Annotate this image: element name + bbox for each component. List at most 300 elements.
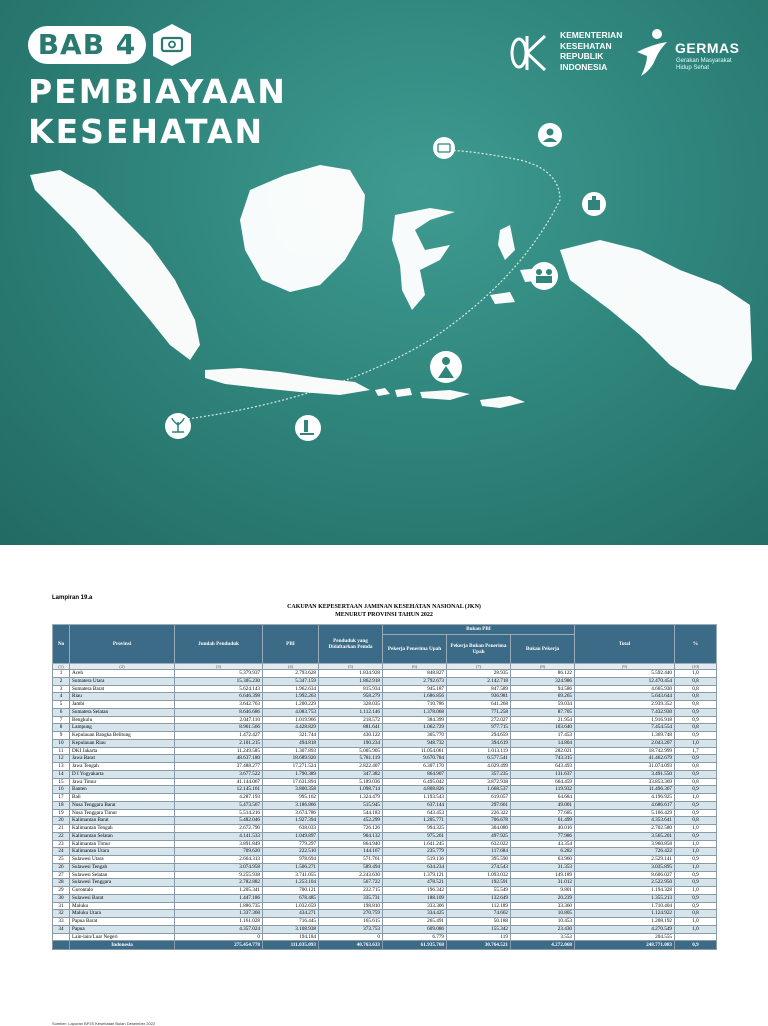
- index-cell: (3): [175, 664, 263, 670]
- row-value: 1.378.068: [383, 708, 447, 716]
- hospital-icon: [582, 192, 606, 216]
- row-value: 779.297: [263, 840, 319, 848]
- table-row: [53, 701, 717, 709]
- province-name: Kepulauan Riau: [70, 739, 175, 747]
- row-value: 716.445: [263, 918, 319, 926]
- row-value: 17.271.524: [263, 763, 319, 771]
- row-value: 74.662: [447, 910, 511, 918]
- row-value: 144.167: [319, 848, 383, 856]
- row-value: 0,9: [675, 716, 717, 724]
- row-number: 33: [53, 918, 70, 926]
- row-value: 334.425: [383, 910, 447, 918]
- table-row: [53, 716, 717, 724]
- money-icon: [433, 137, 455, 159]
- row-value: 643.453: [383, 809, 447, 817]
- row-value: 1.200.229: [263, 701, 319, 709]
- province-name: Riau: [70, 693, 175, 701]
- row-value: 321.744: [263, 732, 319, 740]
- col-bukan-pbi: Bukan PBI: [383, 625, 575, 635]
- row-value: 63.960: [511, 856, 575, 864]
- row-value: 0,9: [675, 786, 717, 794]
- row-value: 1.194.328: [575, 887, 675, 895]
- province-name: DKI Jakarta: [70, 747, 175, 755]
- row-number: 10: [53, 739, 70, 747]
- row-value: 2.939.352: [575, 701, 675, 709]
- index-cell: (9): [575, 664, 675, 670]
- row-value: 0: [175, 933, 263, 941]
- row-number: 12: [53, 755, 70, 763]
- row-value: 1,0: [675, 670, 717, 678]
- province-name: Jawa Tengah: [70, 763, 175, 771]
- row-value: 848.827: [383, 670, 447, 678]
- table-row: [53, 817, 717, 825]
- row-value: 2.142.718: [447, 677, 511, 685]
- province-name: Lain-lain/Luar Negeri: [70, 933, 175, 941]
- row-value: 94.586: [511, 685, 575, 693]
- row-value: 0,8: [675, 763, 717, 771]
- col-provinsi: Provinsi: [70, 625, 175, 664]
- row-value: 706.678: [447, 817, 511, 825]
- col-pbpu: Pekerja Bukan Penerima Upah: [447, 635, 511, 664]
- index-cell: (5): [319, 664, 383, 670]
- index-cell: (7): [447, 664, 511, 670]
- row-value: 0,8: [675, 817, 717, 825]
- row-value: 4.029.499: [447, 763, 511, 771]
- row-value: 20.239: [511, 894, 575, 902]
- row-value: 297.661: [447, 801, 511, 809]
- row-value: 975.261: [383, 832, 447, 840]
- row-value: 0,9: [675, 832, 717, 840]
- row-value: 15.305.230: [175, 677, 263, 685]
- row-value: 3.741.055: [263, 871, 319, 879]
- table-row: [53, 786, 717, 794]
- row-value: 132.649: [447, 894, 511, 902]
- row-value: 6.577.541: [447, 755, 511, 763]
- row-value: 226.322: [447, 809, 511, 817]
- row-value: 59.034: [511, 701, 575, 709]
- total-label: Indonesia: [70, 941, 175, 950]
- row-value: 609.086: [383, 925, 447, 933]
- row-value: 18.689.920: [263, 755, 319, 763]
- row-value: 5.592.440: [575, 670, 675, 678]
- row-value: 936.981: [447, 693, 511, 701]
- row-value: 1.062.729: [383, 724, 447, 732]
- row-value: 304.080: [447, 825, 511, 833]
- row-value: 567.722: [319, 879, 383, 887]
- row-value: 4.353.641: [575, 817, 675, 825]
- health-insurance-icon: [150, 22, 194, 68]
- table-body: [53, 664, 717, 950]
- row-value: 4.808.826: [383, 786, 447, 794]
- row-value: 55.549: [447, 887, 511, 895]
- row-value: 5.005.905: [319, 747, 383, 755]
- chapter-title-line1: PEMBIAYAAN: [28, 72, 287, 111]
- row-value: 9.801: [511, 887, 575, 895]
- row-value: 61.499: [511, 817, 575, 825]
- row-value: 1.112.146: [319, 708, 383, 716]
- index-cell: (2): [70, 664, 175, 670]
- row-value: 165.615: [319, 918, 383, 926]
- row-number: 3: [53, 685, 70, 693]
- row-value: 637.144: [383, 801, 447, 809]
- row-value: 3.674.786: [263, 809, 319, 817]
- row-value: 3.491.550: [575, 770, 675, 778]
- table-row: [53, 856, 717, 864]
- table-row: [53, 693, 717, 701]
- table-row: [53, 794, 717, 802]
- row-value: 1.668.537: [447, 786, 511, 794]
- row-value: 994.325: [383, 825, 447, 833]
- ministry-name: KEMENTERIAN KESEHATAN REPUBLIK INDONESIA: [560, 30, 623, 72]
- row-value: 77.685: [511, 809, 575, 817]
- row-value: 28.935: [447, 670, 511, 678]
- col-total: Total: [575, 625, 675, 664]
- row-value: 1.834.928: [319, 670, 383, 678]
- row-number: [53, 933, 70, 941]
- row-value: 1.337.368: [175, 910, 263, 918]
- row-value: 3.035.895: [575, 863, 675, 871]
- row-value: 112.189: [447, 902, 511, 910]
- table-row: [53, 677, 717, 685]
- row-value: 515.945: [319, 801, 383, 809]
- province-name: Kepulauan Bangka Belitung: [70, 732, 175, 740]
- row-value: 430.122: [319, 732, 383, 740]
- row-number: 30: [53, 894, 70, 902]
- row-value: 864.940: [319, 840, 383, 848]
- row-value: 1.992.263: [263, 693, 319, 701]
- province-name: Sulawesi Tengah: [70, 863, 175, 871]
- row-value: 103.640: [511, 724, 575, 732]
- row-number: 8: [53, 724, 70, 732]
- germas-tagline: Gerakan Masyarakat Hidup Sehat: [676, 58, 732, 71]
- row-value: 5.624.143: [175, 685, 263, 693]
- row-value: 494.818: [263, 739, 319, 747]
- row-value: 634.234: [383, 863, 447, 871]
- table-row: [53, 755, 717, 763]
- row-number: 23: [53, 840, 70, 848]
- row-value: 1,0: [675, 918, 717, 926]
- row-value: 1.927.394: [263, 817, 319, 825]
- row-number: 9: [53, 732, 70, 740]
- row-value: 11.496.367: [575, 786, 675, 794]
- row-value: 119.932: [511, 786, 575, 794]
- row-value: 771.258: [447, 708, 511, 716]
- row-value: 4.665.930: [575, 685, 675, 693]
- province-name: Sumatera Barat: [70, 685, 175, 693]
- row-value: 4.428.829: [263, 724, 319, 732]
- province-name: Jambi: [70, 701, 175, 709]
- province-name: Banten: [70, 786, 175, 794]
- row-value: 41.462.679: [575, 755, 675, 763]
- row-value: 1.962.634: [263, 685, 319, 693]
- col-bukan-pekerja: Bukan Pekerja: [511, 635, 575, 664]
- row-value: 0,9: [675, 770, 717, 778]
- row-value: 2.101.215: [175, 739, 263, 747]
- row-value: 17.631.894: [263, 778, 319, 786]
- row-value: 1.032.659: [263, 902, 319, 910]
- row-value: 1.049.897: [263, 832, 319, 840]
- row-value: 37.488.277: [175, 763, 263, 771]
- row-value: 3.800.358: [263, 786, 319, 794]
- row-value: 958.279: [319, 693, 383, 701]
- row-value: 1.379.121: [383, 871, 447, 879]
- row-value: 1,0: [675, 925, 717, 933]
- row-value: 328.035: [319, 701, 383, 709]
- table-row: [53, 879, 717, 887]
- row-value: 64.684: [511, 794, 575, 802]
- row-value: 1,7: [675, 747, 717, 755]
- table-row: [53, 918, 717, 926]
- province-name: Bengkulu: [70, 716, 175, 724]
- row-value: 726.126: [319, 825, 383, 833]
- row-value: 4.083.753: [263, 708, 319, 716]
- province-name: Kalimantan Timur: [70, 840, 175, 848]
- province-name: Kalimantan Barat: [70, 817, 175, 825]
- row-value: 0,9: [675, 708, 717, 716]
- row-value: 1.916.918: [575, 716, 675, 724]
- col-percent: %: [675, 625, 717, 664]
- province-name: Papua Barat: [70, 918, 175, 926]
- chapter-badge: [28, 26, 146, 64]
- row-value: 478.521: [383, 879, 447, 887]
- row-value: 1.447.186: [175, 894, 263, 902]
- total-value: [53, 941, 70, 950]
- row-value: 1.253.104: [263, 879, 319, 887]
- row-value: 5.643.644: [575, 693, 675, 701]
- plant-growth-icon: [165, 413, 191, 439]
- row-value: 5.482.046: [175, 817, 263, 825]
- row-value: 282.021: [511, 747, 575, 755]
- row-value: 232.715: [319, 887, 383, 895]
- row-value: 0,9: [675, 902, 717, 910]
- row-value: 7.432.930: [575, 708, 675, 716]
- row-value: 1.193.543: [383, 794, 447, 802]
- row-value: 305.770: [383, 732, 447, 740]
- row-value: 0,9: [675, 809, 717, 817]
- row-value: 4.270.549: [575, 925, 675, 933]
- row-value: 5.473.567: [175, 801, 263, 809]
- row-value: 373.753: [319, 925, 383, 933]
- row-value: 394.619: [447, 739, 511, 747]
- germas-name: GERMAS: [675, 40, 740, 56]
- row-value: 2.047.110: [175, 716, 263, 724]
- row-value: 1.369.748: [575, 732, 675, 740]
- row-value: 1.324.479: [319, 794, 383, 802]
- row-value: 4.357.024: [175, 925, 263, 933]
- col-no: No: [53, 625, 70, 664]
- row-value: 48.637.180: [175, 755, 263, 763]
- row-value: 881.641: [319, 724, 383, 732]
- index-cell: (6): [383, 664, 447, 670]
- row-value: 5.166.429: [575, 809, 675, 817]
- row-value: 14.804: [511, 739, 575, 747]
- row-value: 10.453: [511, 918, 575, 926]
- row-value: 1,0: [675, 848, 717, 856]
- doctor-icon: [538, 123, 562, 147]
- row-value: 6.307.170: [383, 763, 447, 771]
- row-value: 270.759: [319, 910, 383, 918]
- row-number: 16: [53, 786, 70, 794]
- province-name: Kalimantan Tengah: [70, 825, 175, 833]
- row-value: 977.715: [447, 724, 511, 732]
- province-name: Maluku Utara: [70, 910, 175, 918]
- row-number: 25: [53, 856, 70, 864]
- row-value: 643.493: [511, 763, 575, 771]
- row-value: 678.485: [263, 894, 319, 902]
- table-row: [53, 778, 717, 786]
- row-number: 17: [53, 794, 70, 802]
- row-value: 294.659: [447, 732, 511, 740]
- row-value: 1,0: [675, 840, 717, 848]
- row-value: 1.019.966: [263, 716, 319, 724]
- row-value: 710.786: [383, 701, 447, 709]
- province-name: Nusa Tenggara Timur: [70, 809, 175, 817]
- row-value: 5.347.159: [263, 677, 319, 685]
- row-value: 619.057: [447, 794, 511, 802]
- table-row: [53, 832, 717, 840]
- row-value: 1.208.192: [575, 918, 675, 926]
- row-value: 23.430: [511, 925, 575, 933]
- row-value: 815.934: [319, 685, 383, 693]
- row-value: 1.307.893: [263, 747, 319, 755]
- province-name: Kalimantan Selatan: [70, 832, 175, 840]
- row-value: 2.243.630: [319, 871, 383, 879]
- row-number: 14: [53, 770, 70, 778]
- chapter-badge-label: BAB 4: [37, 28, 137, 61]
- row-value: 0,8: [675, 778, 717, 786]
- row-value: 12.470.454: [575, 677, 675, 685]
- row-value: 274.543: [447, 863, 511, 871]
- row-value: 31.074.093: [575, 763, 675, 771]
- row-value: 265.491: [383, 918, 447, 926]
- row-value: 1,0: [675, 825, 717, 833]
- table-row: [53, 809, 717, 817]
- row-value: 434.271: [263, 910, 319, 918]
- row-value: 1.355.213: [575, 894, 675, 902]
- row-value: 6.779: [383, 933, 447, 941]
- row-value: 2.664.313: [175, 856, 263, 864]
- row-value: 948.732: [383, 739, 447, 747]
- chapter-title-line2: KESEHATAN: [28, 112, 265, 151]
- row-value: 198.810: [319, 902, 383, 910]
- row-value: 5.514.216: [175, 809, 263, 817]
- row-value: 0,8: [675, 724, 717, 732]
- row-value: 3.677.522: [175, 770, 263, 778]
- row-value: 3.108.938: [263, 925, 319, 933]
- family-care-icon: [430, 351, 462, 383]
- total-value: 248.771.083: [575, 941, 675, 950]
- row-number: 28: [53, 879, 70, 887]
- province-name: Gorontalo: [70, 887, 175, 895]
- row-value: 7.454.554: [575, 724, 675, 732]
- row-value: 847.589: [447, 685, 511, 693]
- row-value: 0,9: [675, 732, 717, 740]
- row-value: 204.555: [575, 933, 675, 941]
- col-pemda: Penduduk yang Didaftarkan Pemda: [319, 625, 383, 664]
- table-row: [53, 724, 717, 732]
- row-value: 3.891.849: [175, 840, 263, 848]
- row-number: 20: [53, 817, 70, 825]
- row-number: 15: [53, 778, 70, 786]
- row-value: 571.761: [319, 856, 383, 864]
- province-name: Bali: [70, 794, 175, 802]
- row-value: 519.136: [383, 856, 447, 864]
- table-row: [53, 925, 717, 933]
- row-value: 18.742.999: [575, 747, 675, 755]
- row-value: 904.132: [319, 832, 383, 840]
- jkn-coverage-table: [52, 624, 717, 950]
- row-value: 1.205.771: [383, 817, 447, 825]
- table-row: [53, 894, 717, 902]
- row-number: 22: [53, 832, 70, 840]
- row-value: 0,9: [675, 755, 717, 763]
- row-value: 4.141.533: [175, 832, 263, 840]
- row-value: 1.124.922: [575, 910, 675, 918]
- row-value: 544.183: [319, 809, 383, 817]
- row-value: 188.109: [383, 894, 447, 902]
- total-value: 30.764.521: [447, 941, 511, 950]
- chapter-title: [28, 72, 287, 152]
- table-row: [53, 887, 717, 895]
- table-row: [53, 871, 717, 879]
- row-number: 2: [53, 677, 70, 685]
- row-value: 3.565.201: [575, 832, 675, 840]
- table-row: [53, 739, 717, 747]
- total-value: 4.272.068: [511, 941, 575, 950]
- row-value: 86.122: [511, 670, 575, 678]
- province-name: Aceh: [70, 670, 175, 678]
- row-value: 1,0: [675, 887, 717, 895]
- row-value: 3.642.763: [175, 701, 263, 709]
- province-name: Maluku: [70, 902, 175, 910]
- row-value: 1,0: [675, 739, 717, 747]
- province-name: Papua: [70, 925, 175, 933]
- province-name: Sumatera Selatan: [70, 708, 175, 716]
- row-value: 726.422: [575, 848, 675, 856]
- row-value: 0,9: [675, 871, 717, 879]
- col-ppu: Pekerja Penerima Upah: [383, 635, 447, 664]
- row-value: 945.187: [383, 685, 447, 693]
- row-value: 1,0: [675, 794, 717, 802]
- row-value: 8.606.027: [575, 871, 675, 879]
- row-value: 155.342: [447, 925, 511, 933]
- row-value: 11.054.061: [383, 747, 447, 755]
- row-value: 641.268: [447, 701, 511, 709]
- row-number: 21: [53, 825, 70, 833]
- row-value: 864.907: [383, 770, 447, 778]
- row-value: 50.188: [447, 918, 511, 926]
- row-value: 192.591: [447, 879, 511, 887]
- row-value: 1.161.028: [175, 918, 263, 926]
- table-row: [53, 747, 717, 755]
- index-cell: (1): [53, 664, 70, 670]
- table-title: CAKUPAN KEPESERTAAN JAMINAN KESEHATAN NASIONAL (JKN) MENURUT PROVINSI TAHUN 2022: [287, 604, 481, 618]
- row-value: 33.853.369: [575, 778, 675, 786]
- row-value: 638.033: [263, 825, 319, 833]
- row-value: 117.684: [447, 848, 511, 856]
- table-row: [53, 685, 717, 693]
- table-row: [53, 825, 717, 833]
- row-number: 34: [53, 925, 70, 933]
- row-value: 10.805: [511, 910, 575, 918]
- row-value: 1,0: [675, 863, 717, 871]
- row-value: 222.510: [263, 848, 319, 856]
- row-value: 218.572: [319, 716, 383, 724]
- row-value: 2.792.673: [383, 677, 447, 685]
- row-value: 12.145.161: [175, 786, 263, 794]
- row-value: 1.013.119: [447, 747, 511, 755]
- row-value: 3.186.866: [263, 801, 319, 809]
